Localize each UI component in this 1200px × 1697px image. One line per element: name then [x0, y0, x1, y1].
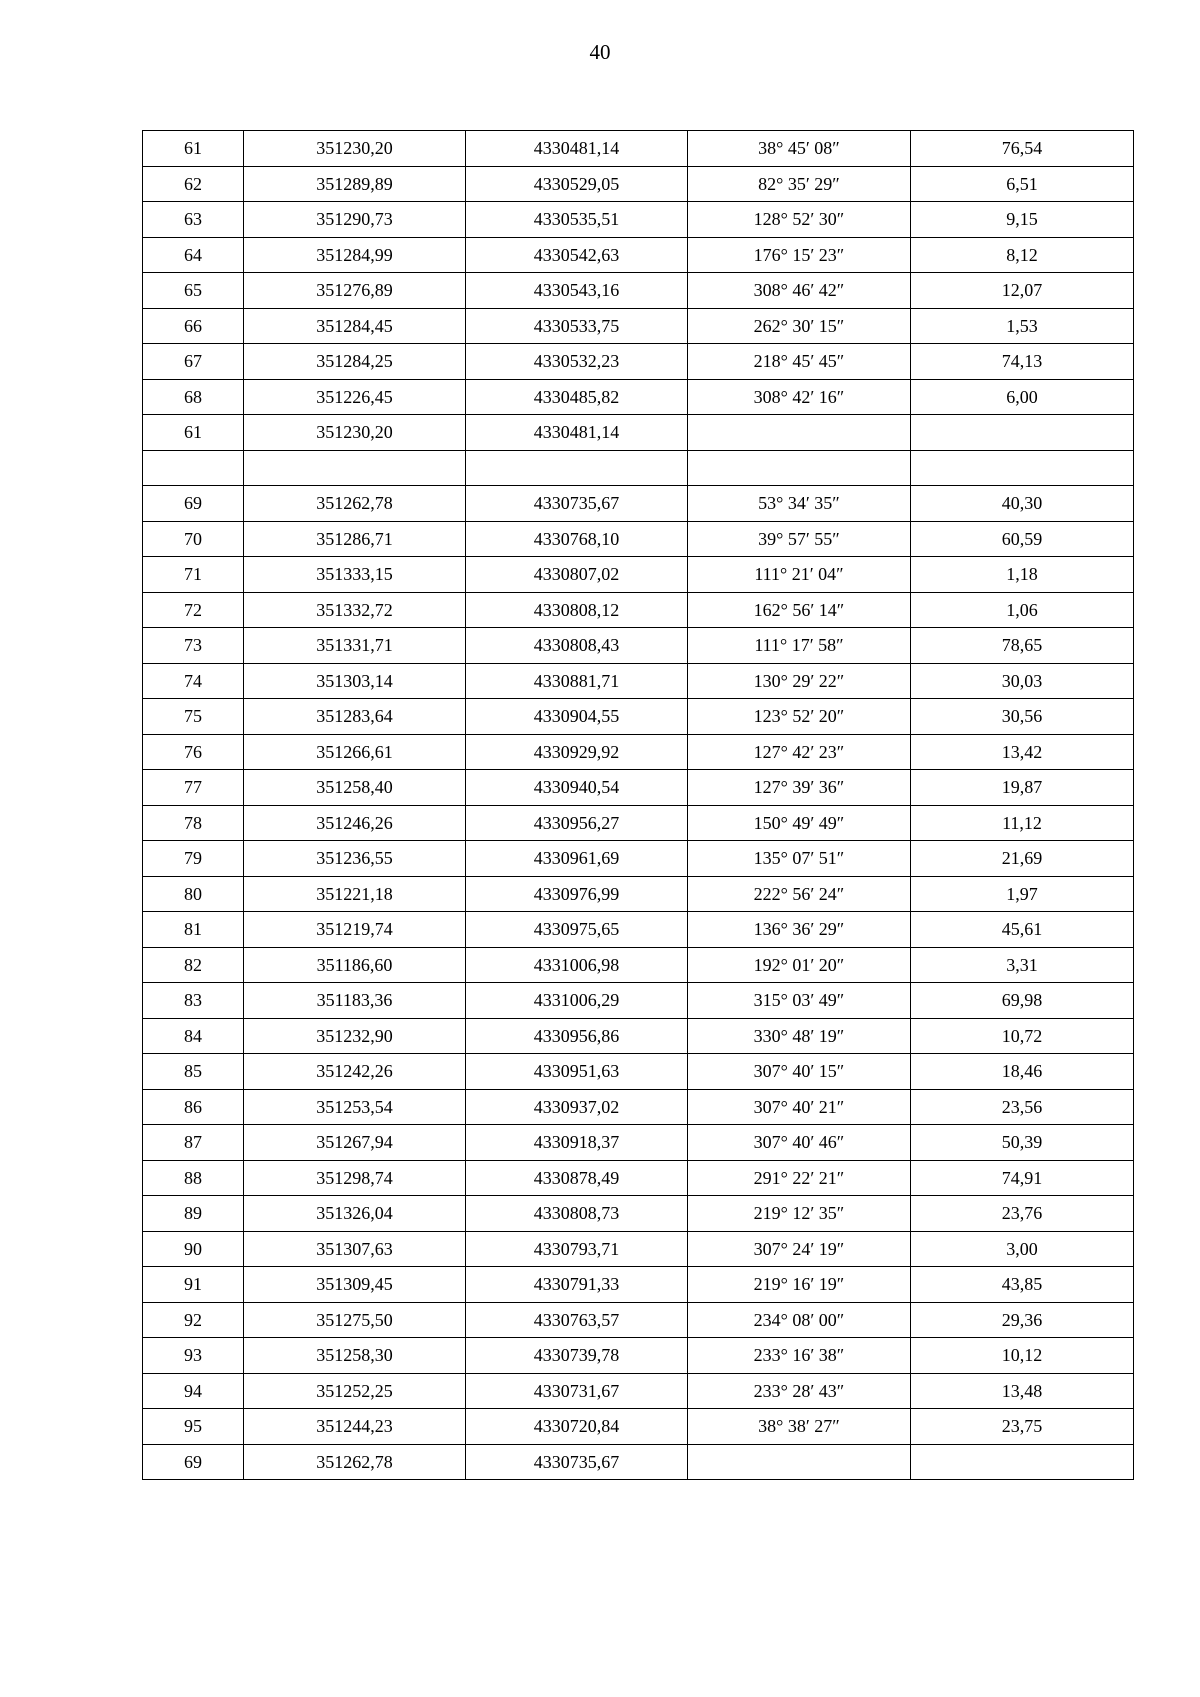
point-number-cell: 71 [143, 557, 244, 593]
direction-angle-cell: 111° 17′ 58″ [688, 628, 911, 664]
y-coordinate-cell: 4331006,29 [466, 983, 688, 1019]
direction-angle-cell [688, 450, 911, 486]
y-coordinate-cell: 4330929,92 [466, 734, 688, 770]
point-number-cell: 67 [143, 344, 244, 380]
distance-cell: 10,72 [911, 1018, 1134, 1054]
table-row [143, 1160, 1134, 1196]
distance-cell: 30,03 [911, 663, 1134, 699]
table-row [143, 308, 1134, 344]
table-row [143, 344, 1134, 380]
table-row [143, 1302, 1134, 1338]
y-coordinate-cell: 4330940,54 [466, 770, 688, 806]
point-number-cell: 61 [143, 131, 244, 167]
direction-angle-cell: 39° 57′ 55″ [688, 521, 911, 557]
point-number-cell: 81 [143, 912, 244, 948]
distance-cell: 9,15 [911, 202, 1134, 238]
point-number-cell: 87 [143, 1125, 244, 1161]
direction-angle-cell: 330° 48′ 19″ [688, 1018, 911, 1054]
x-coordinate-cell: 351289,89 [244, 166, 466, 202]
table-row [143, 770, 1134, 806]
direction-angle-cell: 176° 15′ 23″ [688, 237, 911, 273]
direction-angle-cell: 162° 56′ 14″ [688, 592, 911, 628]
x-coordinate-cell: 351298,74 [244, 1160, 466, 1196]
point-number-cell: 84 [143, 1018, 244, 1054]
distance-cell: 40,30 [911, 486, 1134, 522]
distance-cell: 11,12 [911, 805, 1134, 841]
x-coordinate-cell: 351284,45 [244, 308, 466, 344]
point-number-cell: 69 [143, 486, 244, 522]
y-coordinate-cell: 4330961,69 [466, 841, 688, 877]
x-coordinate-cell: 351266,61 [244, 734, 466, 770]
x-coordinate-cell: 351332,72 [244, 592, 466, 628]
point-number-cell: 73 [143, 628, 244, 664]
distance-cell: 74,91 [911, 1160, 1134, 1196]
x-coordinate-cell: 351219,74 [244, 912, 466, 948]
x-coordinate-cell: 351252,25 [244, 1373, 466, 1409]
distance-cell: 1,06 [911, 592, 1134, 628]
page-number: 40 [589, 40, 611, 64]
y-coordinate-cell: 4330763,57 [466, 1302, 688, 1338]
table-row [143, 521, 1134, 557]
y-coordinate-cell: 4330808,43 [466, 628, 688, 664]
table-row [143, 1125, 1134, 1161]
y-coordinate-cell: 4330731,67 [466, 1373, 688, 1409]
y-coordinate-cell: 4330793,71 [466, 1231, 688, 1267]
point-number-cell: 69 [143, 1444, 244, 1480]
distance-cell: 50,39 [911, 1125, 1134, 1161]
point-number-cell: 95 [143, 1409, 244, 1445]
table-row [143, 592, 1134, 628]
x-coordinate-cell: 351262,78 [244, 1444, 466, 1480]
direction-angle-cell: 127° 42′ 23″ [688, 734, 911, 770]
direction-angle-cell: 136° 36′ 29″ [688, 912, 911, 948]
distance-cell [911, 1444, 1134, 1480]
x-coordinate-cell: 351326,04 [244, 1196, 466, 1232]
distance-cell [911, 450, 1134, 486]
table-row [143, 166, 1134, 202]
distance-cell: 1,97 [911, 876, 1134, 912]
point-number-cell: 63 [143, 202, 244, 238]
x-coordinate-cell: 351286,71 [244, 521, 466, 557]
y-coordinate-cell: 4330808,73 [466, 1196, 688, 1232]
y-coordinate-cell: 4330951,63 [466, 1054, 688, 1090]
distance-cell: 30,56 [911, 699, 1134, 735]
x-coordinate-cell: 351331,71 [244, 628, 466, 664]
x-coordinate-cell: 351262,78 [244, 486, 466, 522]
direction-angle-cell [688, 1444, 911, 1480]
direction-angle-cell: 111° 21′ 04″ [688, 557, 911, 593]
table-row [143, 1054, 1134, 1090]
table-row [143, 1267, 1134, 1303]
x-coordinate-cell: 351258,40 [244, 770, 466, 806]
y-coordinate-cell: 4330535,51 [466, 202, 688, 238]
y-coordinate-cell: 4330768,10 [466, 521, 688, 557]
x-coordinate-cell: 351232,90 [244, 1018, 466, 1054]
x-coordinate-cell: 351303,14 [244, 663, 466, 699]
table-row [143, 734, 1134, 770]
y-coordinate-cell: 4330808,12 [466, 592, 688, 628]
table-row [143, 237, 1134, 273]
y-coordinate-cell: 4330739,78 [466, 1338, 688, 1374]
point-number-cell: 94 [143, 1373, 244, 1409]
point-number-cell: 68 [143, 379, 244, 415]
direction-angle-cell: 307° 40′ 21″ [688, 1089, 911, 1125]
direction-angle-cell: 222° 56′ 24″ [688, 876, 911, 912]
distance-cell: 8,12 [911, 237, 1134, 273]
point-number-cell: 61 [143, 415, 244, 451]
direction-angle-cell: 53° 34′ 35″ [688, 486, 911, 522]
coordinates-table [142, 130, 1134, 1480]
distance-cell: 60,59 [911, 521, 1134, 557]
direction-angle-cell: 291° 22′ 21″ [688, 1160, 911, 1196]
y-coordinate-cell: 4330878,49 [466, 1160, 688, 1196]
point-number-cell: 93 [143, 1338, 244, 1374]
table-row [143, 983, 1134, 1019]
point-number-cell: 62 [143, 166, 244, 202]
y-coordinate-cell: 4330735,67 [466, 486, 688, 522]
y-coordinate-cell: 4330881,71 [466, 663, 688, 699]
table-row [143, 699, 1134, 735]
direction-angle-cell: 82° 35′ 29″ [688, 166, 911, 202]
table-row [143, 202, 1134, 238]
x-coordinate-cell: 351230,20 [244, 415, 466, 451]
direction-angle-cell: 307° 24′ 19″ [688, 1231, 911, 1267]
x-coordinate-cell: 351307,63 [244, 1231, 466, 1267]
distance-cell: 19,87 [911, 770, 1134, 806]
distance-cell: 18,46 [911, 1054, 1134, 1090]
x-coordinate-cell: 351246,26 [244, 805, 466, 841]
x-coordinate-cell: 351258,30 [244, 1338, 466, 1374]
table-row [143, 450, 1134, 486]
y-coordinate-cell: 4330735,67 [466, 1444, 688, 1480]
distance-cell: 3,31 [911, 947, 1134, 983]
y-coordinate-cell: 4331006,98 [466, 947, 688, 983]
x-coordinate-cell: 351276,89 [244, 273, 466, 309]
x-coordinate-cell: 351283,64 [244, 699, 466, 735]
table-row [143, 947, 1134, 983]
y-coordinate-cell: 4330529,05 [466, 166, 688, 202]
y-coordinate-cell: 4330975,65 [466, 912, 688, 948]
table-row [143, 1338, 1134, 1374]
direction-angle-cell: 308° 46′ 42″ [688, 273, 911, 309]
y-coordinate-cell: 4330720,84 [466, 1409, 688, 1445]
point-number-cell: 91 [143, 1267, 244, 1303]
direction-angle-cell: 38° 38′ 27″ [688, 1409, 911, 1445]
table-row [143, 131, 1134, 167]
distance-cell: 78,65 [911, 628, 1134, 664]
point-number-cell: 74 [143, 663, 244, 699]
x-coordinate-cell: 351236,55 [244, 841, 466, 877]
distance-cell: 1,53 [911, 308, 1134, 344]
point-number-cell: 65 [143, 273, 244, 309]
table-row [143, 1089, 1134, 1125]
table-row [143, 486, 1134, 522]
point-number-cell [143, 450, 244, 486]
distance-cell: 23,75 [911, 1409, 1134, 1445]
direction-angle-cell: 307° 40′ 46″ [688, 1125, 911, 1161]
table-row [143, 841, 1134, 877]
x-coordinate-cell: 351221,18 [244, 876, 466, 912]
point-number-cell: 82 [143, 947, 244, 983]
distance-cell: 45,61 [911, 912, 1134, 948]
table-row [143, 912, 1134, 948]
table-row [143, 379, 1134, 415]
table-row [143, 415, 1134, 451]
x-coordinate-cell: 351242,26 [244, 1054, 466, 1090]
distance-cell: 23,56 [911, 1089, 1134, 1125]
direction-angle-cell: 315° 03′ 49″ [688, 983, 911, 1019]
point-number-cell: 77 [143, 770, 244, 806]
distance-cell: 12,07 [911, 273, 1134, 309]
direction-angle-cell: 38° 45′ 08″ [688, 131, 911, 167]
direction-angle-cell: 150° 49′ 49″ [688, 805, 911, 841]
direction-angle-cell: 307° 40′ 15″ [688, 1054, 911, 1090]
table-row [143, 805, 1134, 841]
y-coordinate-cell: 4330956,86 [466, 1018, 688, 1054]
point-number-cell: 80 [143, 876, 244, 912]
distance-cell: 23,76 [911, 1196, 1134, 1232]
point-number-cell: 66 [143, 308, 244, 344]
direction-angle-cell: 233° 28′ 43″ [688, 1373, 911, 1409]
point-number-cell: 76 [143, 734, 244, 770]
y-coordinate-cell: 4330542,63 [466, 237, 688, 273]
x-coordinate-cell: 351309,45 [244, 1267, 466, 1303]
y-coordinate-cell: 4330543,16 [466, 273, 688, 309]
x-coordinate-cell: 351186,60 [244, 947, 466, 983]
table-row [143, 663, 1134, 699]
y-coordinate-cell: 4330791,33 [466, 1267, 688, 1303]
direction-angle-cell: 127° 39′ 36″ [688, 770, 911, 806]
table-row [143, 273, 1134, 309]
point-number-cell: 83 [143, 983, 244, 1019]
distance-cell [911, 415, 1134, 451]
x-coordinate-cell: 351290,73 [244, 202, 466, 238]
y-coordinate-cell: 4330937,02 [466, 1089, 688, 1125]
table-row [143, 876, 1134, 912]
distance-cell: 29,36 [911, 1302, 1134, 1338]
table-row [143, 1196, 1134, 1232]
direction-angle-cell: 128° 52′ 30″ [688, 202, 911, 238]
y-coordinate-cell: 4330904,55 [466, 699, 688, 735]
point-number-cell: 72 [143, 592, 244, 628]
distance-cell: 74,13 [911, 344, 1134, 380]
direction-angle-cell: 130° 29′ 22″ [688, 663, 911, 699]
distance-cell: 6,00 [911, 379, 1134, 415]
y-coordinate-cell: 4330532,23 [466, 344, 688, 380]
direction-angle-cell: 308° 42′ 16″ [688, 379, 911, 415]
y-coordinate-cell: 4330956,27 [466, 805, 688, 841]
x-coordinate-cell: 351253,54 [244, 1089, 466, 1125]
direction-angle-cell: 234° 08′ 00″ [688, 1302, 911, 1338]
x-coordinate-cell: 351244,23 [244, 1409, 466, 1445]
distance-cell: 21,69 [911, 841, 1134, 877]
table-row [143, 628, 1134, 664]
y-coordinate-cell: 4330481,14 [466, 131, 688, 167]
x-coordinate-cell: 351284,25 [244, 344, 466, 380]
y-coordinate-cell: 4330976,99 [466, 876, 688, 912]
table-row [143, 1018, 1134, 1054]
y-coordinate-cell: 4330485,82 [466, 379, 688, 415]
coordinates-table-body [143, 131, 1134, 1480]
point-number-cell: 78 [143, 805, 244, 841]
direction-angle-cell: 233° 16′ 38″ [688, 1338, 911, 1374]
table-row [143, 557, 1134, 593]
direction-angle-cell: 218° 45′ 45″ [688, 344, 911, 380]
y-coordinate-cell: 4330918,37 [466, 1125, 688, 1161]
distance-cell: 1,18 [911, 557, 1134, 593]
distance-cell: 76,54 [911, 131, 1134, 167]
direction-angle-cell: 262° 30′ 15″ [688, 308, 911, 344]
distance-cell: 3,00 [911, 1231, 1134, 1267]
point-number-cell: 92 [143, 1302, 244, 1338]
distance-cell: 43,85 [911, 1267, 1134, 1303]
distance-cell: 13,48 [911, 1373, 1134, 1409]
x-coordinate-cell: 351226,45 [244, 379, 466, 415]
direction-angle-cell: 219° 12′ 35″ [688, 1196, 911, 1232]
x-coordinate-cell: 351183,36 [244, 983, 466, 1019]
direction-angle-cell: 135° 07′ 51″ [688, 841, 911, 877]
point-number-cell: 85 [143, 1054, 244, 1090]
point-number-cell: 89 [143, 1196, 244, 1232]
y-coordinate-cell [466, 450, 688, 486]
point-number-cell: 70 [143, 521, 244, 557]
x-coordinate-cell [244, 450, 466, 486]
distance-cell: 69,98 [911, 983, 1134, 1019]
x-coordinate-cell: 351230,20 [244, 131, 466, 167]
distance-cell: 6,51 [911, 166, 1134, 202]
point-number-cell: 64 [143, 237, 244, 273]
x-coordinate-cell: 351333,15 [244, 557, 466, 593]
table-row [143, 1444, 1134, 1480]
y-coordinate-cell: 4330481,14 [466, 415, 688, 451]
point-number-cell: 75 [143, 699, 244, 735]
table-row [143, 1373, 1134, 1409]
point-number-cell: 86 [143, 1089, 244, 1125]
direction-angle-cell [688, 415, 911, 451]
y-coordinate-cell: 4330533,75 [466, 308, 688, 344]
direction-angle-cell: 192° 01′ 20″ [688, 947, 911, 983]
x-coordinate-cell: 351267,94 [244, 1125, 466, 1161]
distance-cell: 10,12 [911, 1338, 1134, 1374]
direction-angle-cell: 219° 16′ 19″ [688, 1267, 911, 1303]
direction-angle-cell: 123° 52′ 20″ [688, 699, 911, 735]
table-row [143, 1231, 1134, 1267]
x-coordinate-cell: 351275,50 [244, 1302, 466, 1338]
x-coordinate-cell: 351284,99 [244, 237, 466, 273]
point-number-cell: 79 [143, 841, 244, 877]
y-coordinate-cell: 4330807,02 [466, 557, 688, 593]
table-row [143, 1409, 1134, 1445]
point-number-cell: 88 [143, 1160, 244, 1196]
point-number-cell: 90 [143, 1231, 244, 1267]
distance-cell: 13,42 [911, 734, 1134, 770]
